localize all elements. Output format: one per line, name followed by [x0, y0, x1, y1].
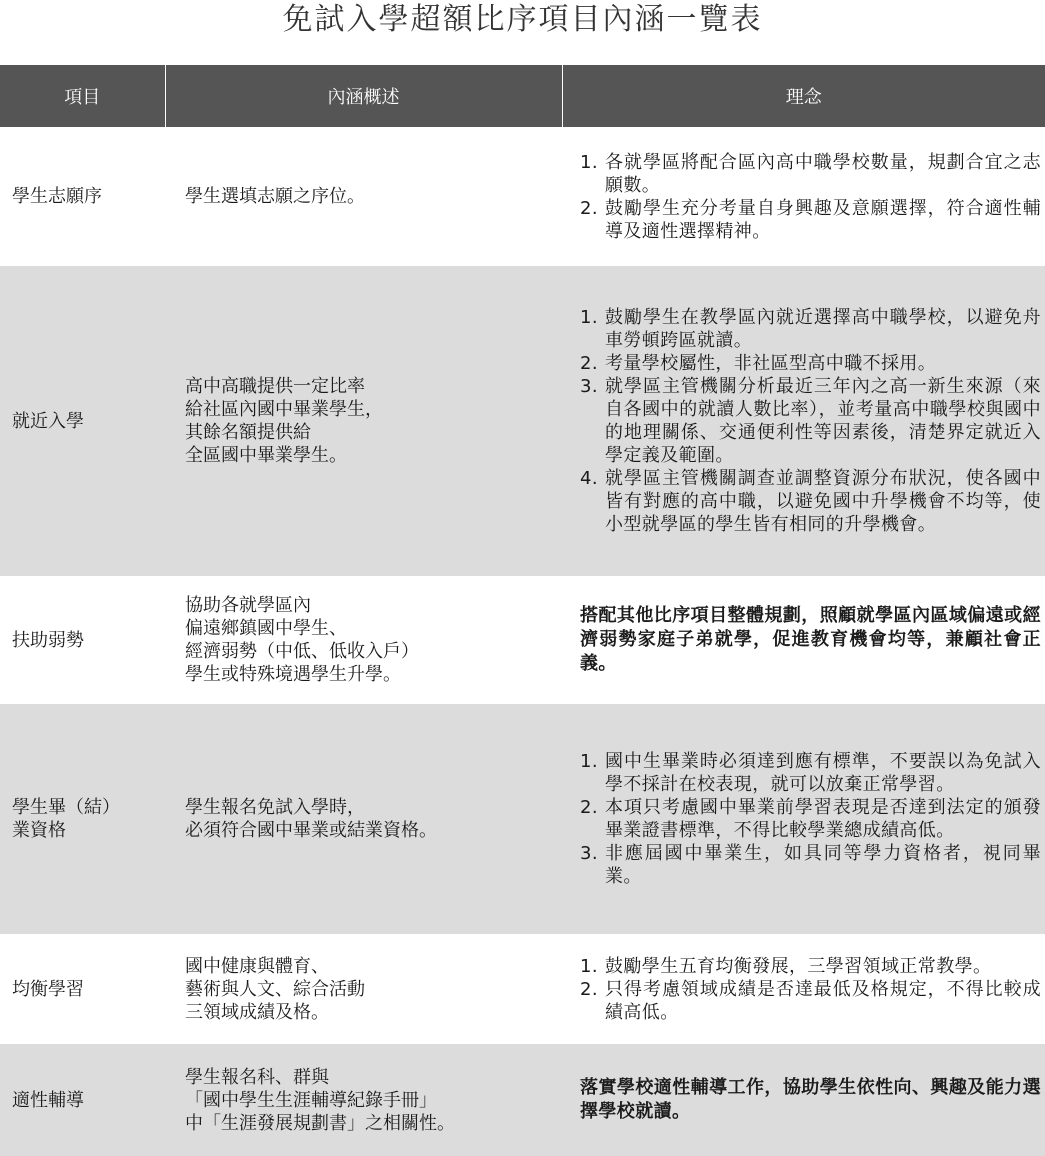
- concept-cell: [562, 1044, 1045, 1156]
- summary-line: 必須符合國中畢業或結業資格。: [185, 820, 437, 841]
- concept-list: [580, 955, 1041, 1024]
- summary-cell: [165, 576, 562, 704]
- item-cell: [0, 266, 165, 576]
- summary-cell: [165, 1044, 562, 1156]
- item-cell: [0, 576, 165, 704]
- summary-line: 學生選填志願之序位。: [185, 186, 365, 207]
- item-label: 就近入學: [12, 410, 84, 432]
- concept-list: [580, 151, 1041, 243]
- concept-list-item: 2. 本項只考慮國中畢業前學習表現是否達到法定的頒發畢業證書標準，不得比較學業總成績高低。: [580, 797, 1041, 841]
- summary-line: 學生報名免試入學時，: [185, 797, 365, 818]
- concept-list: [580, 306, 1041, 536]
- concept-text: 搭配其他比序項目整體規劃，照顧就學區內區域偏遠或經濟弱勢家庭子弟就學，促進教育機會均等，兼顧社會正義。: [580, 605, 1041, 674]
- table-header-row: [0, 65, 1045, 127]
- concept-list-item: 1. 國中生畢業時必須達到應有標準，不要誤以為免試入學不採計在校表現，就可以放棄正常學習。: [580, 751, 1041, 795]
- summary-line: 學生報名科、群與: [185, 1066, 329, 1088]
- table-row: [0, 934, 1045, 1044]
- summary-cell: [165, 127, 562, 266]
- summary-line: 「國中學生生涯輔導紀錄手冊」: [185, 1089, 437, 1111]
- table-row: [0, 127, 1045, 266]
- page-title: 免試入學超額比序項目內涵一覽表: [282, 2, 763, 37]
- concept-cell: [562, 704, 1045, 934]
- concept-cell: [562, 127, 1045, 266]
- summary-line: 學生或特殊境遇學生升學。: [185, 664, 401, 685]
- criteria-table: [0, 65, 1045, 1156]
- summary-cell: [165, 934, 562, 1044]
- summary-line: 偏遠鄉鎮國中學生、: [185, 618, 347, 639]
- item-label: 業資格: [12, 820, 66, 841]
- summary-line: 藝術與人文、綜合活動: [185, 978, 365, 1000]
- concept-list-item: 2. 鼓勵學生充分考量自身興趣及意願選擇，符合適性輔導及適性選擇精神。: [580, 197, 1041, 242]
- concept-list-item: 1. 鼓勵學生五育均衡發展，三學習領域正常教學。: [580, 955, 992, 977]
- summary-line: 國中健康與體育、: [185, 955, 329, 977]
- concept-list-item: 2. 考量學校屬性，非社區型高中職不採用。: [580, 353, 937, 374]
- summary-line: 給社區內國中畢業學生，: [185, 399, 383, 420]
- concept-list-item: 3. 就學區主管機關分析最近三年內之高一新生來源（來自各國中的就讀人數比率），並考量高中職學校與國中的地理關係、交通便利性等因素後，清楚界定就近入學定義及範圍。: [580, 376, 1041, 466]
- concept-list-item: 1. 各就學區將配合區內高中職學校數量，規劃合宜之志願數。: [580, 151, 1041, 196]
- concept-list: [580, 750, 1041, 888]
- summary-line: 經濟弱勢（中低、低收入戶）: [185, 641, 419, 662]
- summary-line: 中「生涯發展規劃書」之相關性。: [185, 1112, 455, 1134]
- header-item: 項目: [0, 65, 165, 127]
- item-label: 適性輔導: [12, 1089, 84, 1111]
- item-cell: [0, 1044, 165, 1156]
- item-label: 均衡學習: [12, 978, 84, 1000]
- concept-list-item: 4. 就學區主管機關調查並調整資源分布狀況，使各國中皆有對應的高中職，以避免國中升學機會不均等，使小型就學區的學生皆有相同的升學機會。: [580, 468, 1041, 535]
- item-label: 學生畢（結）: [12, 797, 120, 818]
- concept-text: 落實學校適性輔導工作，協助學生依性向、興趣及能力選擇學校就讀。: [580, 1077, 1041, 1122]
- item-cell: [0, 127, 165, 266]
- summary-line: 高中高職提供一定比率: [185, 376, 365, 397]
- table-row: [0, 266, 1045, 576]
- summary-line: 其餘名額提供給: [185, 422, 311, 443]
- item-cell: [0, 704, 165, 934]
- summary-cell: [165, 266, 562, 576]
- header-concept: 理念: [562, 65, 1045, 127]
- summary-cell: [165, 704, 562, 934]
- table-row: [0, 1044, 1045, 1156]
- concept-cell: [562, 576, 1045, 704]
- item-label: 扶助弱勢: [12, 629, 84, 651]
- item-label: 學生志願序: [12, 186, 102, 207]
- summary-line: 三領域成績及格。: [185, 1001, 329, 1023]
- concept-list-item: 3. 非應屆國中畢業生，如具同等學力資格者，視同畢業。: [580, 843, 1041, 887]
- concept-cell: [562, 266, 1045, 576]
- summary-line: 協助各就學區內: [185, 595, 311, 616]
- concept-list-item: 2. 只得考慮領域成績是否達最低及格規定，不得比較成績高低。: [580, 978, 1041, 1023]
- concept-cell: [562, 934, 1045, 1044]
- item-cell: [0, 934, 165, 1044]
- summary-line: 全區國中畢業學生。: [185, 445, 347, 466]
- concept-list-item: 1. 鼓勵學生在教學區內就近選擇高中職學校，以避免舟車勞頓跨區就讀。: [580, 307, 1041, 351]
- table-row: [0, 576, 1045, 704]
- header-summary: 內涵概述: [165, 65, 562, 127]
- table-row: [0, 704, 1045, 934]
